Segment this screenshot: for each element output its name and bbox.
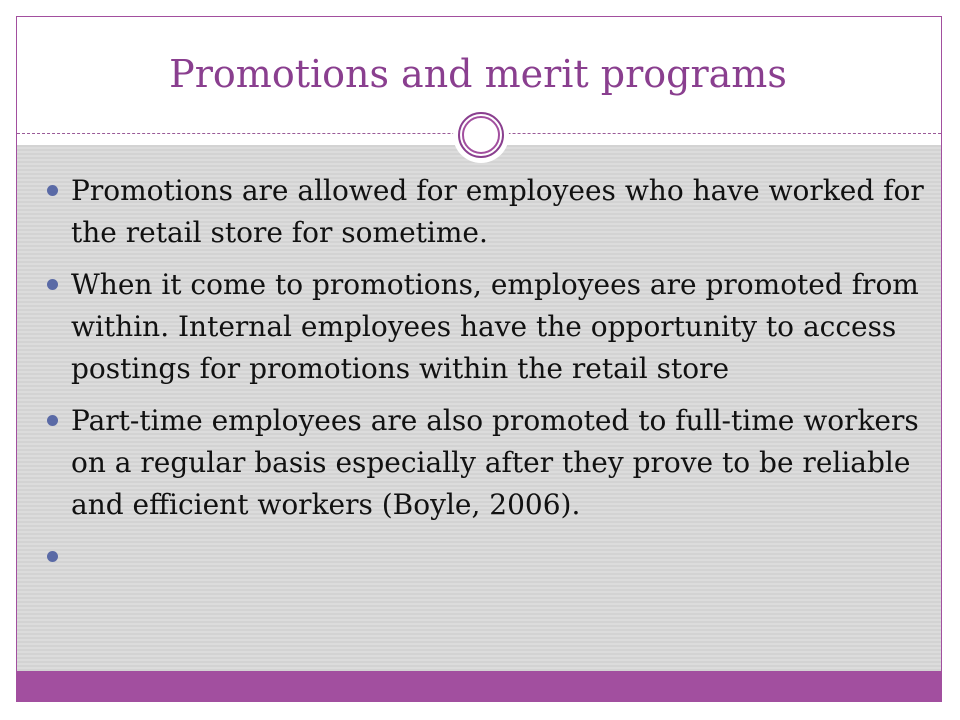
bullet-text: Promotions are allowed for employees who have worked for the retail store for sometime. <box>71 174 924 249</box>
bullet-text: When it come to promotions, employees are promoted from within. Internal employees have the opportunity to access postings for promotions within the retail store <box>71 268 919 385</box>
slide-frame <box>16 16 942 702</box>
bullet-text: Part-time employees are also promoted to full-time workers on a regular basis especially after they prove to be reliable and efficient workers (Boyle, 2006). <box>71 404 919 521</box>
slide-title: Promotions and merit programs <box>169 52 787 96</box>
